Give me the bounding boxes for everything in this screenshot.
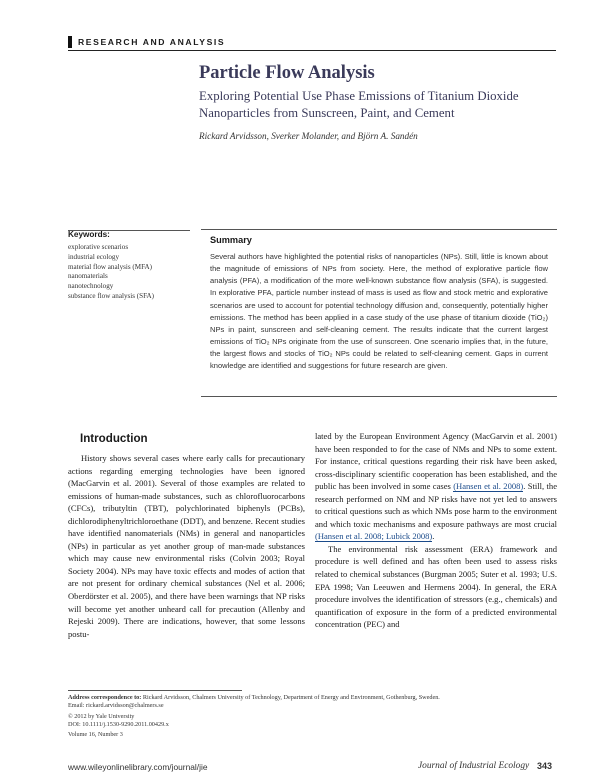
- header-rule: [68, 50, 556, 51]
- intro-paragraph: The environmental risk assessment (ERA) framework and procedure is well defined and has often been used to assess risks related to chemical substances (Burgman 2005; Suter et al. 1993; U.S. EPA 1998; Van Leeuwen and Hermens 2004). In general, the ERA procedure involves the identification of stressors (e.g., chemicals) and quantification of exposure in the form of a predicted environmental concentration (PEC) and: [315, 543, 557, 630]
- section-label: RESEARCH AND ANALYSIS: [78, 37, 226, 47]
- summary-heading: Summary: [210, 235, 252, 245]
- section-marker: [68, 36, 72, 48]
- journal-name: Journal of Industrial Ecology: [418, 761, 530, 771]
- correspondence-label: Address correspondence to:: [68, 694, 142, 701]
- footnote-rule: [68, 690, 242, 691]
- text-run: . Still, the research performed on NM and NP risks have not yet led to answers to critical questions such as which NMs pose harm to the environment and which toxic mechanisms and exposure pathways are most crucial: [315, 481, 557, 529]
- keyword-item: nanomaterials: [68, 272, 108, 281]
- text-run: lated by the European Environment Agency (MacGarvin et al. 2001) have been responded to for the case of NMs and NPs to some extent. For instance, critical questions regarding their risk have been asked, cross-disciplinary scientific cooperation has been established, and the public has been involved in some cases: [315, 431, 557, 492]
- email-note: Email: rickard.arvidsson@chalmers.se: [68, 702, 164, 709]
- introduction-heading: Introduction: [80, 432, 148, 445]
- keyword-item: industrial ecology: [68, 252, 120, 261]
- keywords-heading: Keywords:: [68, 230, 110, 239]
- keyword-item: substance flow analysis (SFA): [68, 291, 154, 300]
- intro-left-column: History shows several cases where early calls for precautionary actions regarding emerging technologies have been ignored (MacGarvin et al. 2001). Several of those examples are related to emissions of human-made substances, such as chlorofluorocarbons (CFCs), tributyltin (TBT), polychlorinated biphenyls (PCBs), dichlorodiphenyltrichloroethane (DDT), and benzene. Recent studies have identified nanomaterials (NMs) in general and nanoparticles (NPs) in particular as yet another group of man-made substances which may cause new environmental risks (Colvin 2003; Royal Society 2004). NPs may have toxic effects and modes of action that are not present for ordinary chemical substances (Nel et al. 2006; Oberdörster et al. 2005), and there have been warnings that NP risks will become yet another unheard call for precaution (Allenby and Rejeski 2009). There are indications, however, that some lessons postu-: [68, 453, 305, 639]
- doi-note: DOI: 10.1111/j.1530-9290.2011.00429.x: [68, 721, 169, 728]
- intro-paragraph: [315, 430, 557, 543]
- page-number: 343: [537, 761, 553, 771]
- article-subtitle: Exploring Potential Use Phase Emissions of Titanium Dioxide Nanoparticles from Sunscreen, Paint, and Cement: [199, 89, 519, 120]
- keywords-list: [68, 243, 154, 302]
- article-authors: Rickard Arvidsson, Sverker Molander, and Björn A. Sandén: [199, 131, 418, 141]
- summary-text: Several authors have highlighted the potential risks of nanoparticles (NPs). Still, little is known about the magnitude of emissions of NPs from society. Here, the method of explorative particle flow analysis (PFA), a modification of the more well-known substance flow analysis (SFA), is suggested. In explorative PFA, particle number instead of mass is used as flow and stock metric and explorative scenarios are used to account for potential technology diffusion and, consequently, potentially higher emissions. The method has been applied in a case study of the use phase of titanium dioxide (TiO₂) NPs in paint, sunscreen and self-cleaning cement. The results indicate that the current largest emissions of TiO₂ NPs originate from the use of sunscreen. One scenario implies that, in the future, the largest flows and stocks of TiO₂ NPs could be related to self-cleaning cement. Gaps in current knowledge are identified and suggestions for future research are given.: [210, 252, 548, 371]
- journal-url[interactable]: www.wileyonlinelibrary.com/journal/jie: [68, 762, 208, 772]
- citation-link[interactable]: (Hansen et al. 2008): [453, 481, 524, 492]
- copyright-note: © 2012 by Yale University: [68, 713, 135, 720]
- volume-note: Volume 16, Number 3: [68, 731, 123, 738]
- summary-top-rule: [201, 229, 557, 230]
- intro-right-column: [315, 430, 557, 631]
- correspondence-text: Rickard Arvidsson, Chalmers University of Technology, Department of Energy and Environment, Gothenburg, Sweden.: [141, 694, 440, 701]
- keyword-item: nanotechnology: [68, 282, 114, 291]
- keyword-item: material flow analysis (MFA): [68, 262, 152, 271]
- citation-link[interactable]: (Hansen et al. 2008; Lubick 2008): [315, 531, 433, 542]
- summary-bottom-rule: [201, 396, 557, 397]
- text-run: .: [432, 531, 435, 542]
- article-title: Particle Flow Analysis: [199, 63, 375, 83]
- keyword-item: explorative scenarios: [68, 243, 129, 251]
